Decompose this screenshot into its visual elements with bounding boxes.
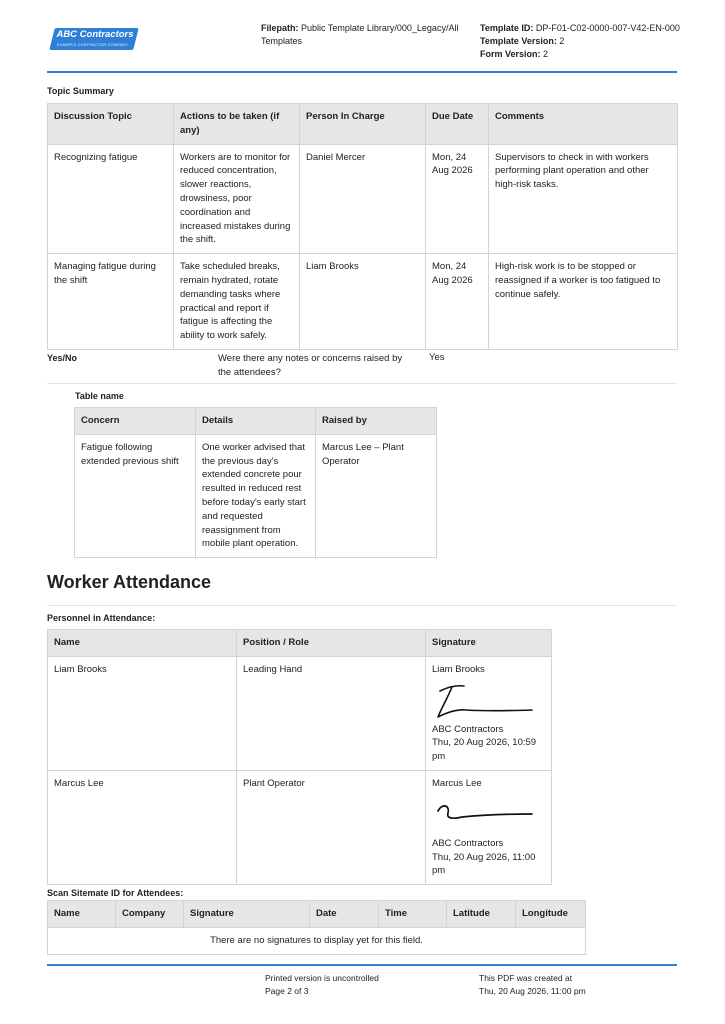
signer-company: ABC Contractors xyxy=(432,723,504,735)
form-version-value: 2 xyxy=(543,49,549,59)
cell-signature xyxy=(426,770,552,884)
cell-due-date: Mon, 24 Aug 2026 xyxy=(426,144,489,254)
yesno-label: Yes/No xyxy=(47,353,78,363)
topic-summary-title: Topic Summary xyxy=(47,86,114,96)
template-info-block xyxy=(480,22,700,61)
attendance-table xyxy=(47,629,552,885)
cell-topic: Managing fatigue during the shift xyxy=(48,254,174,350)
uncontrolled-notice: Printed version is uncontrolled xyxy=(265,973,379,983)
signer-name: Liam Brooks xyxy=(432,663,485,675)
cell-due-date: Mon, 24 Aug 2026 xyxy=(426,254,489,350)
cell-comments: Supervisors to check in with workers performing plant operation and other high-risk tasks. xyxy=(489,144,678,254)
table-header-row xyxy=(48,104,678,145)
created-timestamp: Thu, 20 Aug 2026, 11:00 pm xyxy=(479,986,586,996)
template-version-value: 2 xyxy=(559,36,565,46)
cell-person: Liam Brooks xyxy=(300,254,426,350)
cell-topic: Recognizing fatigue xyxy=(48,144,174,254)
cell-actions: Take scheduled breaks, remain hydrated, rotate demanding tasks where practical and report if fatigue is affecting the ability to work safely. xyxy=(174,254,300,350)
cell-comments: High-risk work is to be stopped or reassigned if a worker is too fatigued to continue safely. xyxy=(489,254,678,350)
cell-role: Plant Operator xyxy=(237,770,426,884)
col-time: Time xyxy=(379,901,447,928)
template-id-label: Template ID: xyxy=(480,23,534,33)
signature-image xyxy=(432,683,536,721)
col-actions: Actions to be taken (if any) xyxy=(174,104,300,145)
col-company: Company xyxy=(116,901,184,928)
divider xyxy=(47,383,677,384)
cell-name: Marcus Lee xyxy=(48,770,237,884)
header-rule xyxy=(47,71,677,73)
logo-subtitle: EXAMPLE CONTRACTOR COMPANY xyxy=(57,43,128,47)
col-comments: Comments xyxy=(489,104,678,145)
table-row xyxy=(75,434,437,557)
cell-role: Leading Hand xyxy=(237,656,426,770)
filepath-value: Public Template Library/000_Legacy/All Templates xyxy=(261,23,459,46)
col-name: Name xyxy=(48,901,116,928)
col-due-date: Due Date xyxy=(426,104,489,145)
empty-state-text: There are no signatures to display yet for this field. xyxy=(48,927,586,954)
empty-row xyxy=(48,927,586,954)
signer-name: Marcus Lee xyxy=(432,777,482,789)
concerns-table-title: Table name xyxy=(75,391,124,401)
table-row xyxy=(48,144,678,254)
col-details: Details xyxy=(196,408,316,435)
template-version-label: Template Version: xyxy=(480,36,557,46)
table-header-row xyxy=(48,901,586,928)
logo-text: ABC Contractors xyxy=(56,29,134,40)
footer-left xyxy=(265,972,379,998)
cell-name: Liam Brooks xyxy=(48,656,237,770)
page-number: Page 2 of 3 xyxy=(265,986,309,996)
form-version-label: Form Version: xyxy=(480,49,541,59)
cell-actions: Workers are to monitor for reduced concentration, slower reactions, drowsiness, poor coordination and increased mistakes during the shift. xyxy=(174,144,300,254)
footer-right xyxy=(479,972,586,998)
cell-raised-by: Marcus Lee – Plant Operator xyxy=(316,434,437,557)
col-person-in-charge: Person In Charge xyxy=(300,104,426,145)
company-logo xyxy=(49,28,138,50)
yesno-answer: Yes xyxy=(429,352,445,363)
divider xyxy=(47,605,677,606)
cell-details: One worker advised that the previous day's extended concrete pour resulted in reduced rest before today's early start and requested reassignment from mobile plant operation. xyxy=(196,434,316,557)
col-date: Date xyxy=(310,901,379,928)
cell-signature xyxy=(426,656,552,770)
col-name: Name xyxy=(48,630,237,657)
filepath-block xyxy=(261,22,461,48)
col-signature: Signature xyxy=(184,901,310,928)
worker-attendance-heading: Worker Attendance xyxy=(47,572,212,592)
signed-timestamp: Thu, 20 Aug 2026, 10:59 pm xyxy=(432,737,537,763)
signed-timestamp: Thu, 20 Aug 2026, 11:00 pm xyxy=(432,851,536,877)
table-header-row xyxy=(48,630,552,657)
col-longitude: Longitude xyxy=(516,901,586,928)
scan-signatures-table xyxy=(47,900,586,955)
table-row xyxy=(48,770,552,884)
col-discussion-topic: Discussion Topic xyxy=(48,104,174,145)
yesno-question: Were there any notes or concerns raised by the attendees? xyxy=(218,353,403,378)
scan-sitemate-label: Scan Sitemate ID for Attendees: xyxy=(47,888,184,898)
table-row xyxy=(48,254,678,350)
col-raised-by: Raised by xyxy=(316,408,437,435)
table-header-row xyxy=(75,408,437,435)
col-position-role: Position / Role xyxy=(237,630,426,657)
topic-summary-table xyxy=(47,103,678,350)
col-latitude: Latitude xyxy=(447,901,516,928)
signer-company: ABC Contractors xyxy=(432,837,504,849)
template-id-value: DP-F01-C02-0000-007-V42-EN-000 xyxy=(535,23,680,33)
created-label: This PDF was created at xyxy=(479,973,573,983)
signature-image xyxy=(432,797,536,835)
concerns-table xyxy=(74,407,437,558)
table-row xyxy=(48,656,552,770)
filepath-label: Filepath: xyxy=(261,23,299,33)
col-signature: Signature xyxy=(426,630,552,657)
col-concern: Concern xyxy=(75,408,196,435)
cell-concern: Fatigue following extended previous shift xyxy=(75,434,196,557)
footer-rule xyxy=(47,964,677,966)
cell-person: Daniel Mercer xyxy=(300,144,426,254)
personnel-label: Personnel in Attendance: xyxy=(47,613,156,623)
